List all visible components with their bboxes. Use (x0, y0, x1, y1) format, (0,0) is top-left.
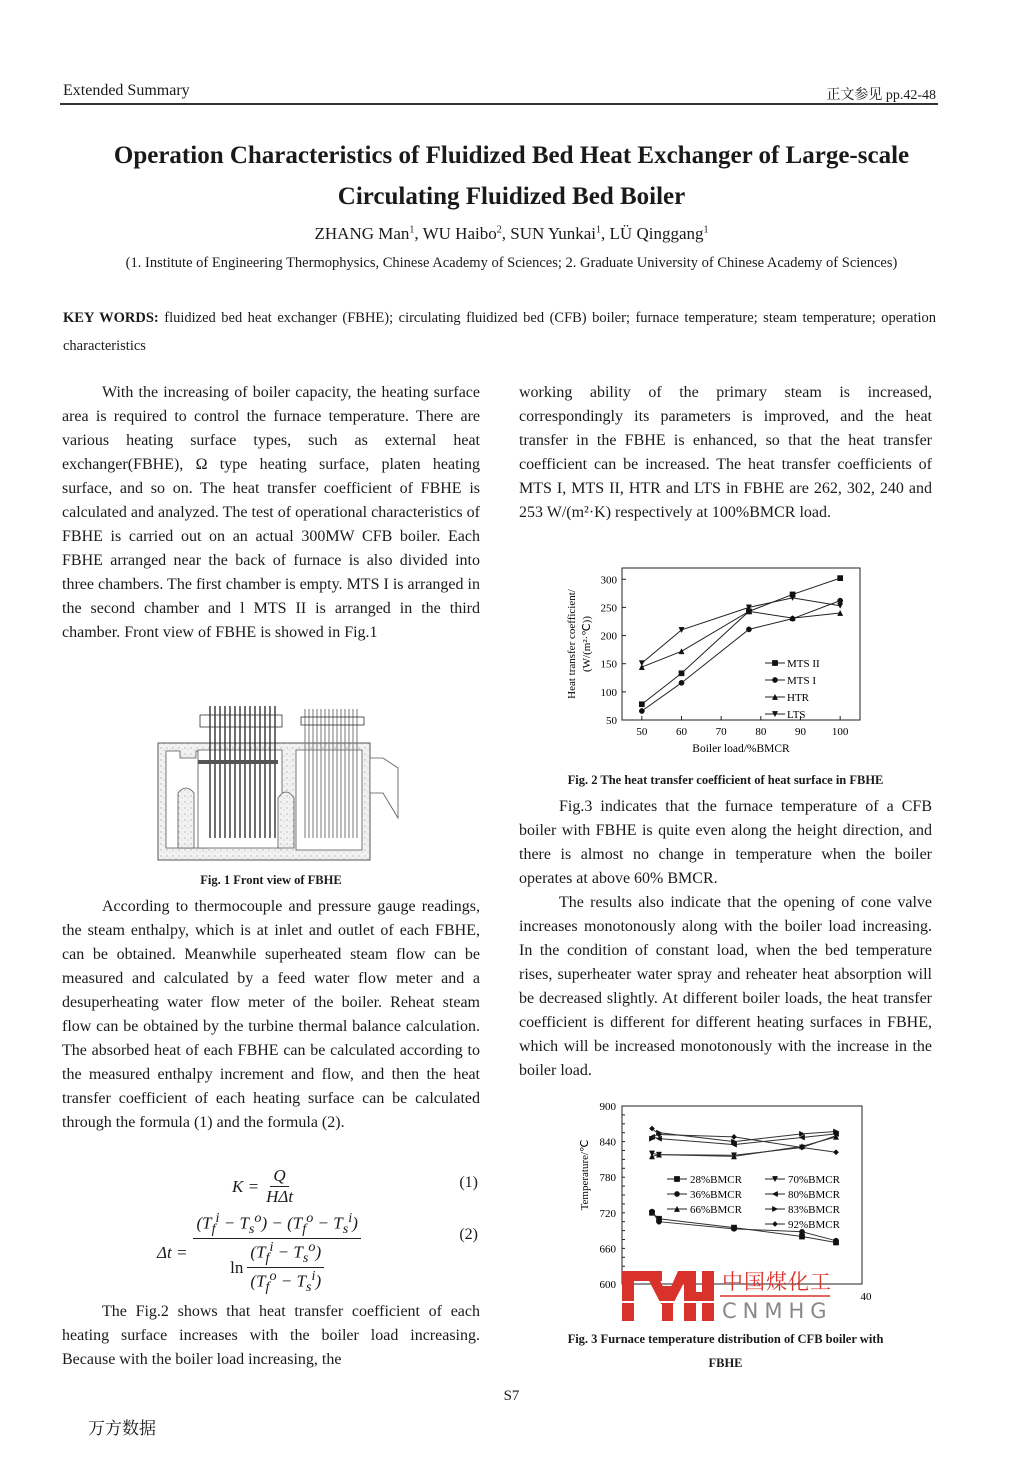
left-column-paragraph-2 (62, 895, 480, 1135)
paragraph: The Fig.2 shows that heat transfer coefficient of each heating surface increases with the boiler load increasing. Because with the boiler load increasing, the (62, 1303, 480, 1368)
right-column-paragraph-2 (519, 795, 932, 1083)
svg-text:Heat transfer coefficient/(W/(: Heat transfer coefficient/ (W/(m²·℃)) (566, 589, 593, 699)
svg-text:LTS: LTS (787, 709, 806, 721)
page-number: S7 (503, 1388, 520, 1404)
keywords-text: fluidized bed heat exchanger (FBHE); circulating fluidized bed (CFB) boiler; furnace temperature; steam temperature; operation characteristics (63, 310, 937, 354)
svg-text:100: 100 (831, 726, 849, 738)
svg-text:66%BMCR: 66%BMCR (690, 1204, 742, 1216)
equation-1 (62, 1162, 480, 1206)
svg-text:92%BMCR: 92%BMCR (788, 1219, 840, 1231)
eq1-lhs: K = (232, 1176, 260, 1196)
svg-text:780: 780 (599, 1172, 616, 1185)
running-header-left: Extended Summary (63, 82, 190, 99)
svg-text:600: 600 (599, 1279, 616, 1291)
author-affiliation-mark: 1 (596, 224, 602, 236)
author-name: ZHANG Man (314, 224, 410, 243)
paragraph: With the increasing of boiler capacity, the heating surface area is required to control the furnace temperature. There are various heating surface types, such as external heat exchanger(FBHE), Ω type heating surface, platen heating surface, and so on. The heat transfer coefficient of FBHE is calculated and analyzed. The test of operational characteristics of FBHE is carried out on an actual 300MW CFB boiler. Each FBHE arranged near the back of furnace is also divided into three chambers. The first chamber is empty. MTS I is arranged in the second chamber and l MTS II is arranged in the third chamber. Front view of FBHE is showed in Fig.1 (62, 384, 480, 641)
figure-2-chart (560, 560, 880, 770)
eq2-denominator: ln $\frac{(T_f^i - T_s^o)}{(T_f^o - T_s^i)}$ (227, 1239, 327, 1296)
author-name: WU Haibo (422, 224, 497, 243)
svg-text:100: 100 (600, 686, 617, 699)
eq1-numerator: Q (270, 1166, 288, 1187)
keywords-label: KEY WORDS: (63, 310, 159, 326)
svg-text:28%BMCR: 28%BMCR (690, 1174, 742, 1186)
paper-title-line1: Operation Characteristics of Fluidized Bed Heat Exchanger of Large-scale (113, 142, 910, 169)
svg-text:HTR: HTR (787, 692, 809, 704)
svg-text:50: 50 (606, 715, 617, 727)
keywords (63, 304, 936, 360)
svg-text:80%BMCR: 80%BMCR (788, 1189, 840, 1201)
eq2-numerator: $(T_f^i - T_s^o) - (T_f^o - T_s^i)$ (193, 1210, 360, 1239)
source-watermark: 万方数据 (88, 1419, 156, 1439)
svg-text:70: 70 (715, 726, 727, 738)
paragraph: According to thermocouple and pressure gauge readings, the steam enthalpy, which is at inlet and outlet of each FBHE, can be obtained. Meanwhile superheated steam flow can be measured and calculated by a feed water flow meter and a desuperheating water flow meter of the boiler. Reheat steam flow can be obtained by the turbine thermal balance calculation. The absorbed heat of each FBHE can be calculated according to the measured enthalpy increment and flow, and then the heat transfer coefficient of each heating surface can be calculated through the formula (1) and the formula (2). (62, 898, 480, 1131)
cnmhg-watermark-logo (622, 1266, 832, 1331)
paragraph: working ability of the primary steam is increased, correspondingly its parameters is improved, and the heat transfer in the FBHE is enhanced, so that the heat transfer coefficient can be increased. The heat transfer coefficients of MTS I, MTS II, HTR and LTS in FBHE are 262, 302, 240 and 253 W/(m²·K) respectively at 100%BMCR load. (519, 384, 932, 521)
right-column-paragraph-1 (519, 381, 932, 525)
author-list: ZHANG Man$^1$, WU Haibo$^2$, SUN Yunkai$^1$, LÜ Qinggang$^1$ (314, 224, 709, 243)
svg-text:840: 840 (599, 1136, 616, 1149)
svg-text:Temperature/℃: Temperature/℃ (579, 1139, 591, 1211)
eq2-lhs: Δt = (157, 1243, 188, 1263)
svg-text:83%BMCR: 83%BMCR (788, 1204, 840, 1216)
left-column-paragraph-1 (62, 381, 480, 645)
figure-1-caption: Fig. 1 Front view of FBHE (200, 873, 342, 887)
svg-text:40: 40 (860, 1291, 872, 1303)
svg-text:200: 200 (600, 630, 617, 643)
left-column-paragraph-3 (62, 1300, 480, 1372)
figure-2-caption: Fig. 2 The heat transfer coefficient of heat surface in FBHE (567, 773, 884, 787)
author-affiliation-mark: 1 (703, 224, 709, 236)
svg-text:80: 80 (755, 726, 767, 738)
heat-transfer-coefficient-line-chart (560, 560, 880, 770)
svg-text:720: 720 (599, 1207, 616, 1220)
eq1-number: (1) (459, 1174, 478, 1191)
running-header-right: 正文参见 pp.42-48 (826, 88, 936, 103)
svg-text:250: 250 (600, 602, 617, 615)
header-rule (60, 103, 938, 105)
eq1-denominator: HΔt (266, 1187, 294, 1206)
svg-text:MTS I: MTS I (787, 675, 817, 687)
paper-title-line2: Circulating Fluidized Bed Boiler (337, 183, 686, 210)
author-name: SUN Yunkai (510, 224, 597, 243)
paragraph: The results also indicate that the opening of cone valve increases monotonously along with the boiler load increasing. In the condition of constant load, when the bed temperature rises, superheater water spray and reheater heat absorption will be decreased slightly. At different boiler loads, the heat transfer coefficient is different for different heating surfaces in FBHE, which will be increased monotonously with the increase in the boiler load. (519, 894, 932, 1079)
svg-text:70%BMCR: 70%BMCR (788, 1174, 840, 1186)
svg-text:60: 60 (676, 726, 687, 738)
svg-text:90: 90 (795, 726, 806, 738)
watermark-en-text: CNMHG (722, 1299, 833, 1323)
eq2-number: (2) (459, 1226, 478, 1243)
svg-text:MTS II: MTS II (787, 658, 820, 670)
paragraph: Fig.3 indicates that the furnace temperature of a CFB boiler with FBHE is quite even along the height direction, and there is almost no change in temperature when the boiler operates at above 60% BMCR. (519, 798, 932, 887)
author-affiliation-mark: 2 (496, 224, 502, 236)
figure-3-caption-line2: FBHE (708, 1356, 743, 1370)
svg-text:36%BMCR: 36%BMCR (690, 1189, 742, 1201)
svg-text:150: 150 (600, 658, 617, 671)
svg-text:660: 660 (599, 1243, 616, 1256)
equation-2 (62, 1210, 480, 1295)
watermark-cn-text: 中国煤化工 (722, 1270, 832, 1294)
author-name: LÜ Qinggang (609, 224, 704, 243)
svg-text:Boiler load/%BMCR: Boiler load/%BMCR (692, 743, 790, 755)
figure-1-fbhe-drawing (148, 698, 468, 870)
fbhe-front-view-diagram (148, 698, 468, 870)
svg-text:50: 50 (636, 726, 648, 738)
figure-3-caption-line1: Fig. 3 Furnace temperature distribution of CFB boiler with (567, 1332, 884, 1346)
svg-text:300: 300 (600, 574, 617, 587)
affiliations: (1. Institute of Engineering Thermophysics, Chinese Academy of Sciences; 2. Graduate University of Chinese Academy of Sciences) (125, 255, 898, 271)
author-affiliation-mark: 1 (409, 224, 415, 236)
svg-text:900: 900 (599, 1101, 616, 1113)
